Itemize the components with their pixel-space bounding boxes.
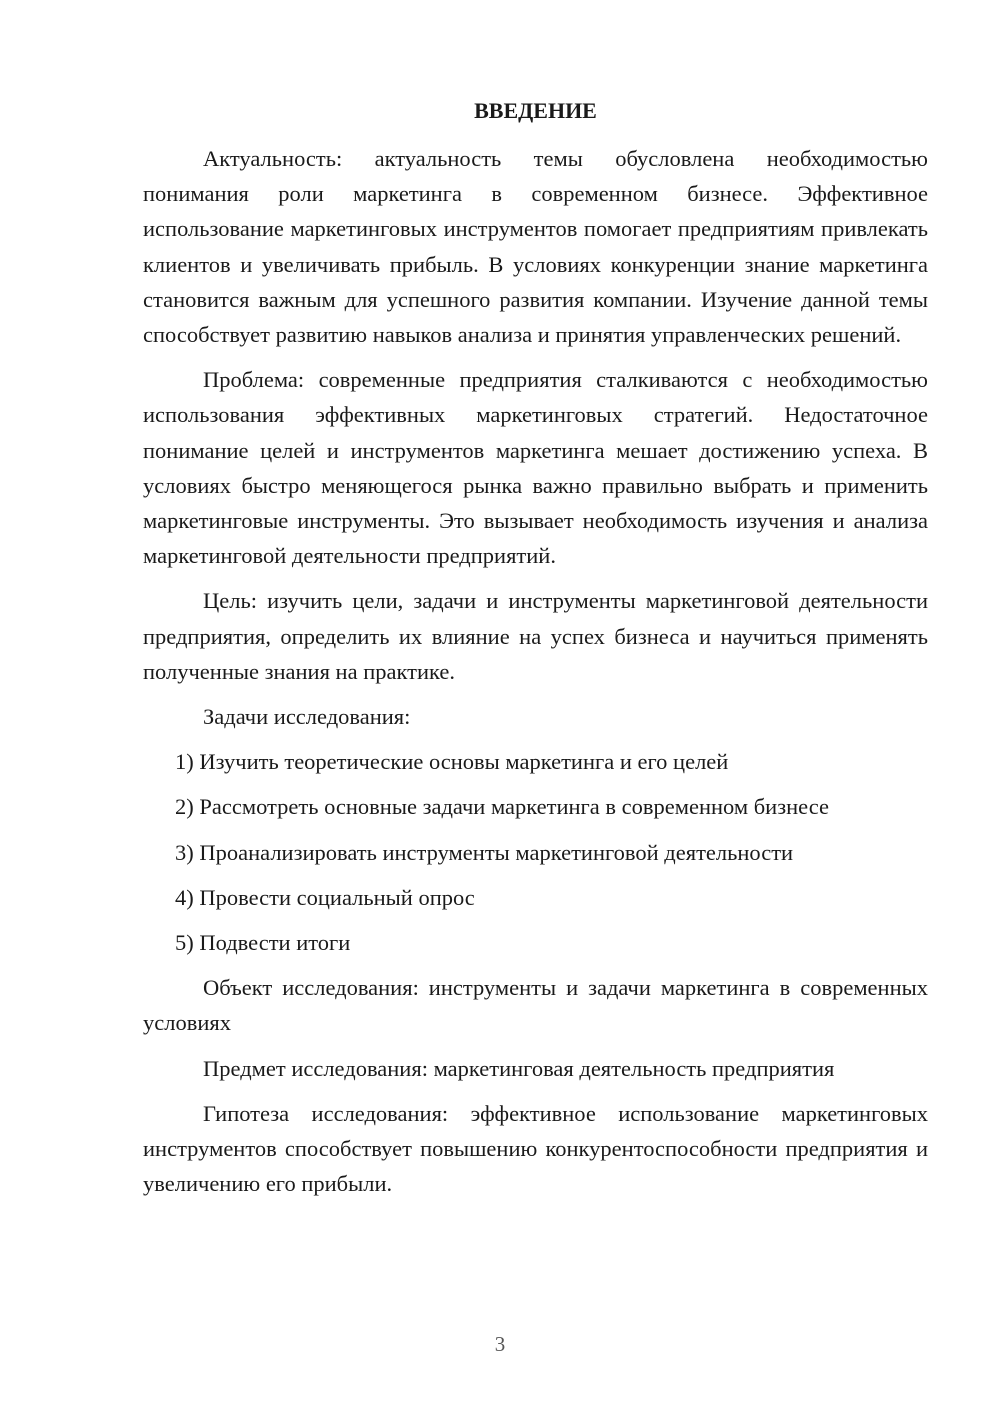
list-item: 2) Рассмотреть основные задачи маркетинга в современном бизнесе [175,794,829,820]
object-paragraph: Объект исследования: инструменты и задачи маркетинга в современных условиях [143,975,928,1036]
tasks-heading: Задачи исследования: [203,704,411,730]
hypothesis-paragraph: Гипотеза исследования: эффективное использование маркетинговых инструментов способствует повышению конкурентоспособности предприятия и увеличению его прибыли. [143,1100,928,1197]
relevance-paragraph: Актуальность: актуальность темы обусловлена необходимостью понимания роли маркетинга в современном бизнесе. Эффективное использование маркетинговых инструментов помогает предприятиям привлекать клиентов и увеличивать прибыль. В условиях конкуренции знание маркетинга становится важным для успешного развития компании. Изучение данной темы способствует развитию навыков анализа и принятия управленческих решений. [143,146,928,348]
list-item: 3) Проанализировать инструменты маркетинговой деятельности [175,839,794,865]
goal-paragraph: Цель: изучить цели, задачи и инструменты маркетинговой деятельности предприятия, определить их влияние на успех бизнеса и научиться применять полученные знания на практике. [143,588,928,684]
problem-paragraph: Проблема: современные предприятия сталкиваются с необходимостью использования эффективных маркетинговых стратегий. Недостаточное понимание целей и инструментов маркетинга мешает достижению успеха. В условиях быстро меняющегося рынка важно правильно выбрать и применить маркетинговые инструменты. Это вызывает необходимость изучения и анализа маркетинговой деятельности предприятий. [143,367,928,569]
subject-paragraph: Предмет исследования: маркетинговая деятельность предприятия [203,1055,835,1081]
list-item: 1) Изучить теоретические основы маркетинга и его целей [175,749,729,775]
page-number: 3 [494,1332,506,1356]
section-heading: ВВЕДЕНИЕ [474,98,597,123]
tasks-list [143,744,928,960]
list-item: 4) Провести социальный опрос [175,884,475,910]
list-item: 5) Подвести итоги [175,930,351,956]
document-page [143,96,928,1211]
